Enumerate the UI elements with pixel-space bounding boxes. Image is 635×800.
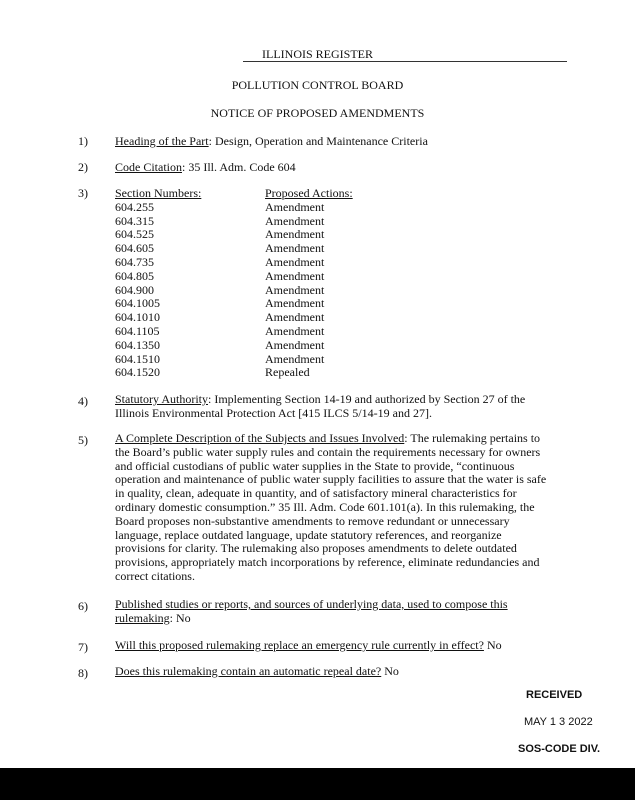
section-number: 604.525 (115, 227, 154, 242)
item-8-number: 8) (78, 666, 88, 680)
item-6-answer: : No (169, 610, 191, 625)
item-1-label: Heading of the Part (115, 134, 209, 148)
proposed-action: Amendment (265, 337, 325, 352)
item-2 (115, 160, 565, 174)
item-4 (115, 392, 565, 420)
proposed-action: Amendment (265, 268, 325, 283)
item-2-label: Code Citation (115, 160, 182, 174)
item-5-text-line: correct citations. (115, 568, 195, 583)
section-numbers-column (115, 186, 201, 379)
proposed-action: Repealed (265, 365, 310, 380)
proposed-action: Amendment (265, 323, 325, 338)
item-2-number: 2) (78, 160, 88, 174)
item-5-label: A Complete Description of the Subjects and Issues Involved (115, 431, 405, 445)
item-5-text-line: : The rulemaking pertains to (404, 431, 541, 445)
section-number: 604.900 (115, 282, 154, 297)
proposed-action: Amendment (265, 282, 325, 297)
section-numbers-header: Section Numbers: (115, 186, 202, 200)
proposed-action: Amendment (265, 199, 325, 214)
item-5-text-line: ordinary domestic consumption.” 35 Ill. Adm. Code 601.101(a). In this rulemaking, the (115, 499, 535, 514)
item-4-text-line: Illinois Environmental Protection Act [415 ILCS 5/14-19 and 27]. (115, 405, 432, 420)
register-underline (243, 61, 385, 62)
item-5-text-line: provisions for clarity. The rulemaking also proposes amendments to delete outdated (115, 541, 517, 556)
item-6-label: Published studies or reports, and sources of underlying data, used to compose this (115, 597, 508, 611)
item-8-label: Does this rulemaking contain an automatic repeal date? (115, 664, 382, 678)
item-5-text-line: Board proposes non-substantive amendments to remove redundant or unnecessary (115, 513, 510, 528)
proposed-action: Amendment (265, 351, 325, 366)
item-4-text-line: : Implementing Section 14-19 and authorized by Section 27 of the (208, 392, 526, 406)
notice-title: NOTICE OF PROPOSED AMENDMENTS (210, 106, 425, 120)
scan-border (0, 768, 635, 800)
section-number: 604.1350 (115, 337, 160, 352)
item-4-label: Statutory Authority (115, 392, 208, 406)
received-date-stamp: MAY 1 3 2022 (524, 716, 593, 728)
received-stamp: RECEIVED (526, 689, 583, 701)
proposed-actions-header: Proposed Actions: (265, 186, 353, 200)
item-5-number: 5) (78, 433, 88, 447)
item-5-text-line: in quality, clean, adequate in quantity, and of satisfactory mineral characteristics for (115, 486, 517, 501)
proposed-action: Amendment (265, 213, 325, 228)
section-number: 604.1010 (115, 310, 160, 325)
register-heading (0, 47, 635, 61)
section-number: 604.315 (115, 213, 154, 228)
register-title: ILLINOIS REGISTER (262, 47, 373, 61)
proposed-action: Amendment (265, 227, 325, 242)
item-8-answer: No (381, 664, 399, 678)
item-6-label-cont: rulemaking (115, 610, 170, 625)
section-number: 604.1105 (115, 323, 160, 338)
item-5-text-line: language, replace outdated language, update statutory references, and reorganize (115, 527, 502, 542)
section-number: 604.255 (115, 199, 154, 214)
proposed-action: Amendment (265, 254, 325, 269)
item-4-number: 4) (78, 394, 88, 408)
item-7-label: Will this proposed rulemaking replace an emergency rule currently in effect? (115, 638, 484, 652)
proposed-action: Amendment (265, 241, 325, 256)
item-7-answer: No (483, 638, 502, 652)
register-rule-right (385, 61, 567, 62)
item-1-text: : Design, Operation and Maintenance Criteria (208, 134, 428, 148)
section-number: 604.735 (115, 254, 154, 269)
section-number: 604.1510 (115, 351, 160, 366)
item-2-text: : 35 Ill. Adm. Code 604 (182, 160, 296, 174)
item-6-number: 6) (78, 599, 88, 613)
proposed-action: Amendment (265, 310, 325, 325)
item-8 (115, 664, 565, 678)
item-1 (115, 134, 565, 148)
item-6 (115, 597, 565, 625)
section-number: 604.1520 (115, 365, 160, 380)
proposed-actions-column (265, 186, 353, 379)
item-5-text-line: operation and maintenance of public water supply facilities to assure that the water is safe (115, 472, 547, 487)
board-title: POLLUTION CONTROL BOARD (231, 78, 404, 92)
item-5-text-line: provisions, appropriately match incorporations by reference, eliminate redundancies and (115, 555, 540, 570)
division-stamp: SOS-CODE DIV. (518, 743, 601, 755)
item-7-number: 7) (78, 640, 88, 654)
item-1-number: 1) (78, 134, 88, 148)
item-7 (115, 638, 565, 652)
item-5-text-line: and official custodians of public water supplies in the State to provide, “continuous (115, 458, 515, 473)
section-number: 604.605 (115, 241, 154, 256)
item-5-text-line: the Board’s public water supply rules and contain the requirements necessary for owners (115, 444, 541, 459)
item-5 (115, 431, 565, 583)
section-number: 604.1005 (115, 296, 160, 311)
proposed-action: Amendment (265, 296, 325, 311)
item-3-number: 3) (78, 186, 88, 200)
section-number: 604.805 (115, 268, 154, 283)
